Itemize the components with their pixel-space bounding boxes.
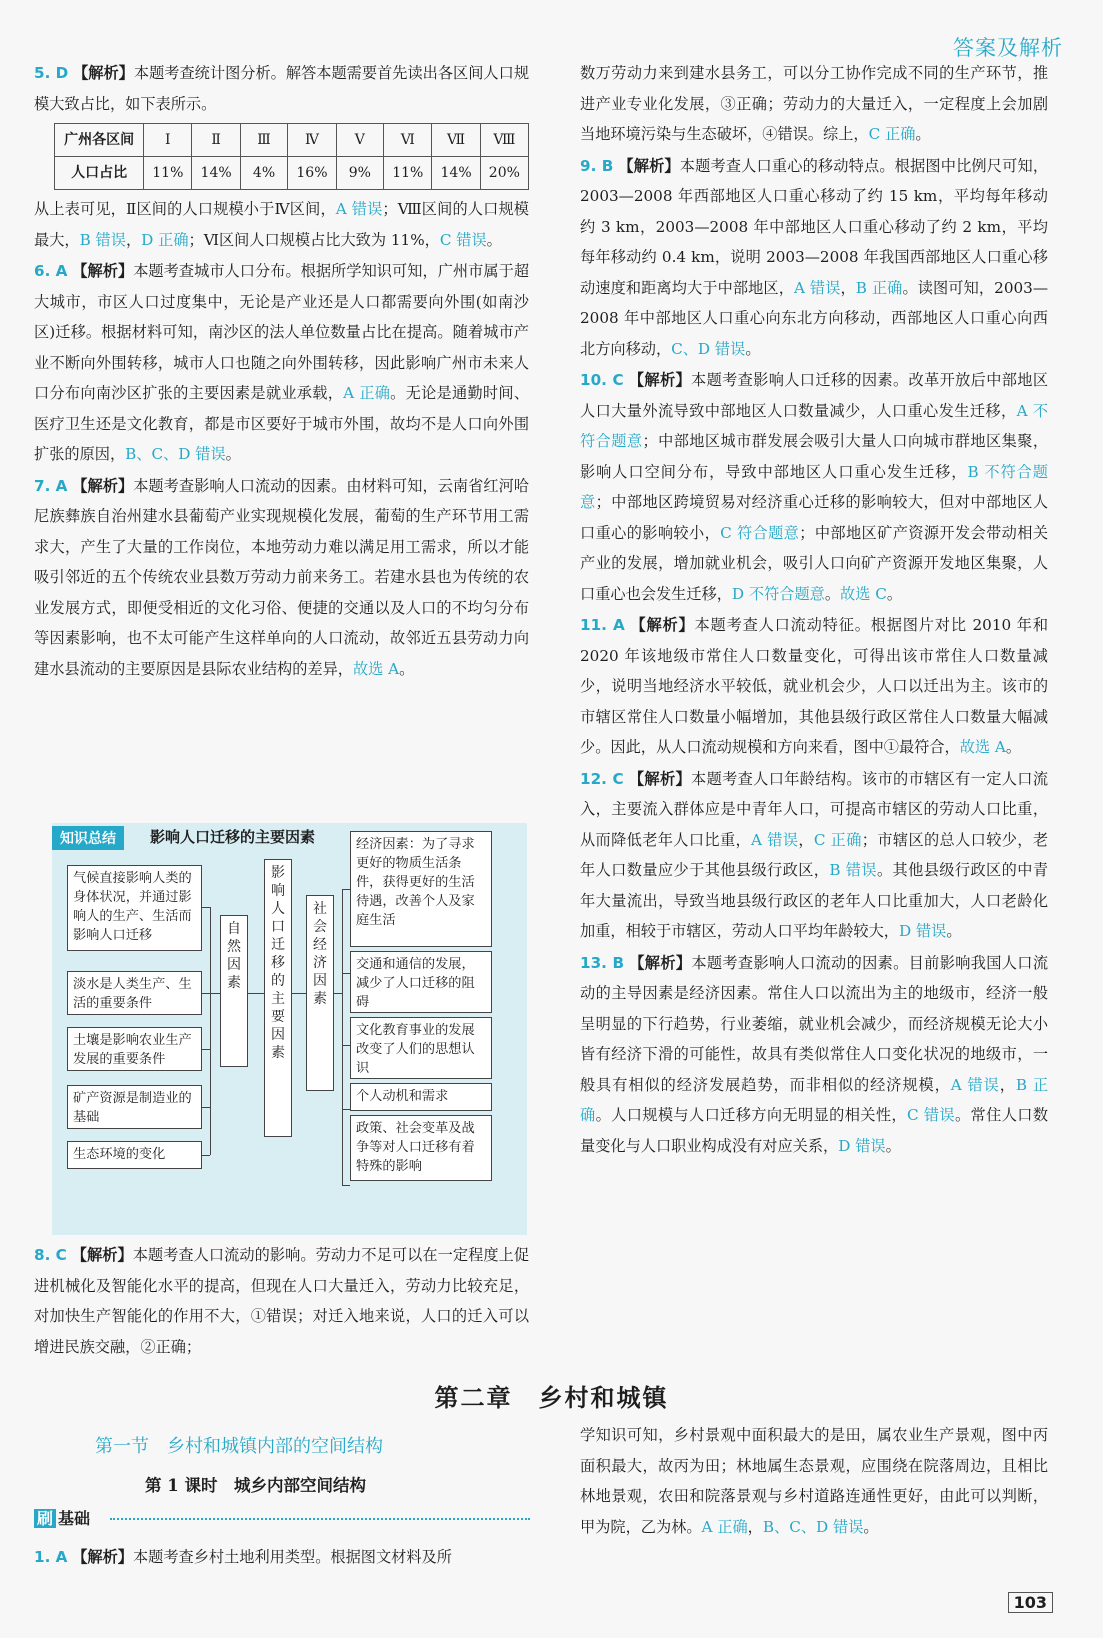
q9-tag: 【解析】 (618, 156, 680, 175)
q6-tag: 【解析】 (72, 262, 134, 280)
q9-text: 。 (745, 339, 761, 358)
q5-number: 5. D (34, 64, 69, 82)
q11-tag: 【解析】 (630, 616, 695, 634)
social-item: 个人动机和需求 (350, 1083, 492, 1111)
natural-item: 生态环境的变化 (67, 1141, 202, 1169)
q12-text: 。 (946, 922, 962, 940)
q13-tag: 【解析】 (629, 953, 692, 972)
q5-answer (34, 58, 529, 119)
q13-text: ， (999, 1075, 1016, 1094)
q5-text: ；Ⅵ区间人口规模占比大致为 11%， (188, 230, 440, 249)
q5-option: D 正确 (141, 230, 189, 249)
natural-item: 淡水是人类生产、生活的重要条件 (67, 971, 202, 1015)
q10-answer (580, 365, 1048, 609)
q12-text: ；市辖区的总人口较少，老年人口数量应少于其他县级行政区， (580, 830, 1049, 879)
social-item: 政策、社会变革及战争等对人口迁移有着特殊的影响 (350, 1115, 492, 1181)
table-col: Ⅴ (336, 124, 384, 157)
knowledge-label: 知识总结 (52, 826, 124, 850)
q10-number: 10. C (580, 371, 624, 389)
q8-text: 本题考查人口流动的影响。劳动力不足可以在一定程度上促进机械化及智能化水平的提高，但现在人口大量迁入，劳动力比较充足，对加快生产智能化的作用不大，①错误；对迁入地来说，人口的迁入可以增进民族交融，②正确； (34, 1246, 530, 1356)
q12-tag: 【解析】 (628, 769, 692, 788)
q8-tag: 【解析】 (71, 1246, 133, 1264)
q11-option: 故选 A (959, 738, 1006, 756)
table-col: Ⅲ (240, 124, 288, 157)
q9-option: B 正确 (855, 278, 903, 297)
left-column (34, 58, 529, 685)
q8-answer (34, 1240, 529, 1362)
q10-option: A 不符合题意 (580, 401, 1049, 450)
q10-text: ；中部地区矿产资源开发会带动相关产业的发展，增加就业机会，吸引人口向矿产资源开发地区集聚，人口重心也会发生迁移， (580, 523, 1049, 603)
table-cell: 14% (432, 157, 480, 190)
q8-text: 。 (915, 125, 931, 143)
q12-option: D 错误 (898, 922, 947, 940)
q10-option: 故选 C (840, 584, 887, 603)
q5-option: A 错误 (335, 200, 383, 218)
table-row2-label: 人口占比 (55, 157, 144, 190)
lesson-title: 第 1 课时 城乡内部空间结构 (145, 1476, 366, 1495)
q11-text: 本题考查人口流动特征。根据图片对比 2010 年和 2020 年该地级市常住人口数量变化，可得出该市常住人口数量减少，说明当地经济水平较低，就业机会少，人口以迁出为主。该市的市辖区常住人口数量小幅增加，其他县级行政区常住人口数量大幅减少。因此，从人口流动规模和方向来看，图中①最符合， (580, 616, 1049, 756)
table-cell: 14% (192, 157, 240, 190)
table-cell: 20% (480, 157, 528, 190)
q9-text: 本题考查人口重心的移动特点。根据图中比例尺可知，2003—2008 年西部地区人口重心移动了约 15 km，平均每年移动约 3 km，2003—2008 年中部地区人口重心移动了约 2 km，平均每年移动约 0.4 km，说明 2003—2008 年我国西部地区人口重心移动速度和距离均大于中部地区， (580, 156, 1049, 297)
q7-answer (34, 471, 529, 685)
q8-text: 数万劳动力来到建水县务工，可以分工协作完成不同的生产环节，推进产业专业化发展，③正确；劳动力的大量迁入，一定程度上会加剧当地环境污染与生态破坏，④错误。综上， (580, 64, 1048, 143)
table-col: Ⅰ (144, 124, 192, 157)
q11-number: 11. A (580, 616, 625, 634)
q13-option: B 正确 (580, 1075, 1049, 1124)
q5-text: ， (125, 230, 142, 249)
social-item: 经济因素：为了寻求更好的物质生活条件，获得更好的生活待遇，改善个人及家庭生活 (350, 831, 492, 947)
knowledge-summary (52, 823, 527, 1235)
natural-item: 矿产资源是制造业的基础 (67, 1085, 202, 1129)
q8-option: C 正确 (868, 125, 916, 143)
q1-option: B、C、D 错误 (762, 1517, 864, 1536)
q7-text: 。 (399, 659, 415, 678)
natural-item: 气候直接影响人类的身体状况，并通过影响人的生产、生活而影响人口迁移 (67, 865, 202, 951)
q9-number: 9. B (580, 156, 614, 175)
q9-option: C、D 错误 (671, 339, 746, 358)
natural-factors: 自然因素 (220, 915, 248, 1067)
social-factors: 社会经济因素 (306, 895, 334, 1091)
q6-text: 。 (225, 445, 241, 463)
brush-icon: 刷 (34, 1509, 56, 1528)
q12-text: ， (798, 830, 814, 849)
q13-text: 本题考查影响人口流动的因素。目前影响我国人口流动的主导因素是经济因素。常住人口以流出为主的地级市，经济一般呈明显的下行趋势，行业萎缩，就业机会减少，而经济规模无论大小皆有经济下滑的可能性，故具有类似常住人口变化状况的地级市，一般具有相似的经济发展趋势，而非相似的经济规模， (580, 953, 1049, 1094)
q6-option: B、C、D 错误 (125, 445, 226, 463)
basics-label: 基础 (58, 1509, 91, 1528)
q12-text: 。其他县级行政区的中青年大量流出，导致当地县级行政区的老年人口比重加大，人口老龄化加重，相较于市辖区，劳动人口平均年龄较大， (580, 861, 1049, 940)
q13-option: A 错误 (950, 1075, 1000, 1094)
q10-text: 本题考查影响人口迁移的因素。改革开放后中部地区人口大量外流导致中部地区人口数量减少，人口重心发生迁移， (580, 371, 1049, 420)
q10-option: D 不符合题意 (731, 584, 825, 603)
q6-text: 。无论是通勤时间、医疗卫生还是文化教育，都是市区要好于城市外围，故均不是人口向外围扩张的原因， (34, 384, 530, 463)
q6-answer (34, 256, 529, 470)
q1-text: 。 (863, 1517, 879, 1536)
q1-block (34, 1542, 529, 1573)
q10-tag: 【解析】 (628, 371, 692, 389)
q13-number: 13. B (580, 953, 625, 972)
q7-text: 本题考查影响人口流动的因素。由材料可知，云南省红河哈尼族彝族自治州建水县葡萄产业实现规模化发展，葡萄的生产环节用工需求大，产生了大量的工作岗位，本地劳动力难以满足用工需求，所以才能吸引邻近的五个传统农业县数万劳动力前来务工。若建水县也为传统的农业发展方式，即便受相近的文化习俗、便捷的交通以及人口的不均匀分布等因素影响，也不太可能产生这样单向的人口流动，故邻近五县劳动力向建水县流动的主要原因是县际农业结构的差异， (34, 476, 530, 678)
q10-text: ；中部地区城市群发展会吸引大量人口向城市群地区集聚，影响人口空间分布，导致中部地区人口重心发生迁移， (580, 432, 1049, 481)
q5-option: C 错误 (439, 230, 487, 249)
q12-option: A 错误 (751, 830, 799, 849)
dotted-divider (110, 1518, 530, 1520)
q11-text: 。 (1005, 738, 1022, 756)
q10-text: ；中部地区跨境贸易对经济重心迁移的影响较大，但对中部地区人口重心的影响较小， (580, 493, 1049, 542)
page-header: 答案及解析 (953, 36, 1063, 60)
q1-text: ， (747, 1517, 763, 1536)
section-title: 第一节 乡村和城镇内部的空间结构 (95, 1436, 383, 1457)
q5-text: 从上表可见，Ⅱ区间的人口规模小于Ⅳ区间， (34, 200, 336, 218)
table-col: Ⅷ (480, 124, 528, 157)
table-col: Ⅱ (192, 124, 240, 157)
natural-item: 土壤是影响农业生产发展的重要条件 (67, 1027, 202, 1071)
chapter-title: 第二章 乡村和城镇 (434, 1384, 669, 1412)
q9-text: ， (840, 278, 856, 297)
q13-text: 。 (885, 1136, 901, 1155)
social-item: 文化教育事业的发展改变了人们的思想认识 (350, 1017, 492, 1079)
basics-heading (34, 1506, 90, 1529)
q5-tag: 【解析】 (73, 64, 134, 82)
q9-answer (580, 151, 1048, 365)
q13-text: 。常住人口数量变化与人口职业构成没有对应关系， (580, 1106, 1049, 1155)
table-row1-label: 广州各区间 (55, 124, 144, 157)
q10-text: 。 (886, 584, 903, 603)
q5-text: 。 (486, 230, 502, 249)
q13-text: 。人口规模与人口迁移方向无明显的相关性， (595, 1106, 907, 1124)
table-col: Ⅵ (384, 124, 432, 157)
q12-option: B 错误 (829, 861, 877, 879)
left-column-bottom (34, 1240, 529, 1363)
table-col: Ⅶ (432, 124, 480, 157)
q1-option: A 正确 (701, 1517, 748, 1536)
population-table (54, 123, 529, 190)
q7-number: 7. A (34, 476, 68, 495)
q1-text: 学知识可知，乡村景观中面积最大的是田，属农业生产景观，图中丙面积最大，故丙为田；林地属生态景观，应围绕在院落周边，且相比林地景观，农田和院落景观与乡村道路连通性更好，由此可以判断，甲为院，乙为林。 (580, 1426, 1048, 1536)
q5-text: ；Ⅷ区间的人口规模最大， (34, 200, 529, 249)
q13-answer (580, 948, 1048, 1162)
page-number: 103 (1008, 1592, 1053, 1613)
q5-text: 本题考查统计图分析。解答本题需要首先读出各区间人口规模大致占比，如下表所示。 (34, 64, 530, 113)
q7-option: 故选 A (352, 659, 400, 678)
q7-tag: 【解析】 (72, 476, 134, 495)
table-cell: 11% (384, 157, 432, 190)
q6-text: 本题考查城市人口分布。根据所学知识可知，广州市属于超大城市，市区人口过度集中，无论是产业还是人口都需要向外围(如南沙区)迁移。根据材料可知，南沙区的法人单位数量占比在提高。随着城市产业不断向外围转移，城市人口也随之向外围转移，因此影响广州市未来人口分布向南沙区扩张的主要因素是就业承载， (34, 262, 530, 402)
table-col: Ⅳ (288, 124, 336, 157)
center-topic: 影响人口迁移的主要因素 (264, 859, 292, 1137)
q5-option: B 错误 (79, 230, 126, 249)
q8-continued (580, 58, 1048, 150)
q1-number: 1. A (34, 1548, 68, 1566)
q12-text: 本题考查人口年龄结构。该市的市辖区有一定人口流入，主要流入群体应是中青年人口，可提高市辖区的劳动人口比重，从而降低老年人口比重， (580, 769, 1049, 849)
q12-number: 12. C (580, 769, 624, 788)
knowledge-title: 影响人口迁移的主要因素 (150, 828, 316, 846)
q10-option: C 符合题意 (720, 523, 800, 542)
q8-number: 8. C (34, 1246, 67, 1264)
right-column (580, 58, 1048, 1162)
social-item: 交通和通信的发展，减少了人口迁移的阻碍 (350, 951, 492, 1013)
q9-text: 。读图可知，2003—2008 年中部地区人口重心向东北方向移动，西部地区人口重心向西北方向移动， (580, 278, 1049, 358)
table-cell: 16% (288, 157, 336, 190)
q5-conclusion (34, 194, 529, 255)
q10-option: B 不符合题意 (580, 462, 1048, 511)
q1-continued (580, 1420, 1048, 1542)
q6-number: 6. A (34, 262, 68, 280)
q13-option: C 错误 (907, 1106, 955, 1124)
q12-option: C 正确 (813, 830, 862, 849)
q9-option: A 错误 (794, 278, 841, 297)
q1-tag: 【解析】 (72, 1548, 133, 1566)
q13-option: D 错误 (838, 1136, 886, 1155)
q6-option: A 正确 (343, 384, 391, 402)
table-cell: 9% (336, 157, 384, 190)
table-cell: 11% (144, 157, 192, 190)
q1-text: 本题考查乡村土地利用类型。根据图文材料及所 (132, 1548, 452, 1566)
table-cell: 4% (240, 157, 288, 190)
q11-answer (580, 610, 1048, 763)
q12-answer (580, 764, 1048, 947)
q10-text: 。 (824, 584, 841, 603)
